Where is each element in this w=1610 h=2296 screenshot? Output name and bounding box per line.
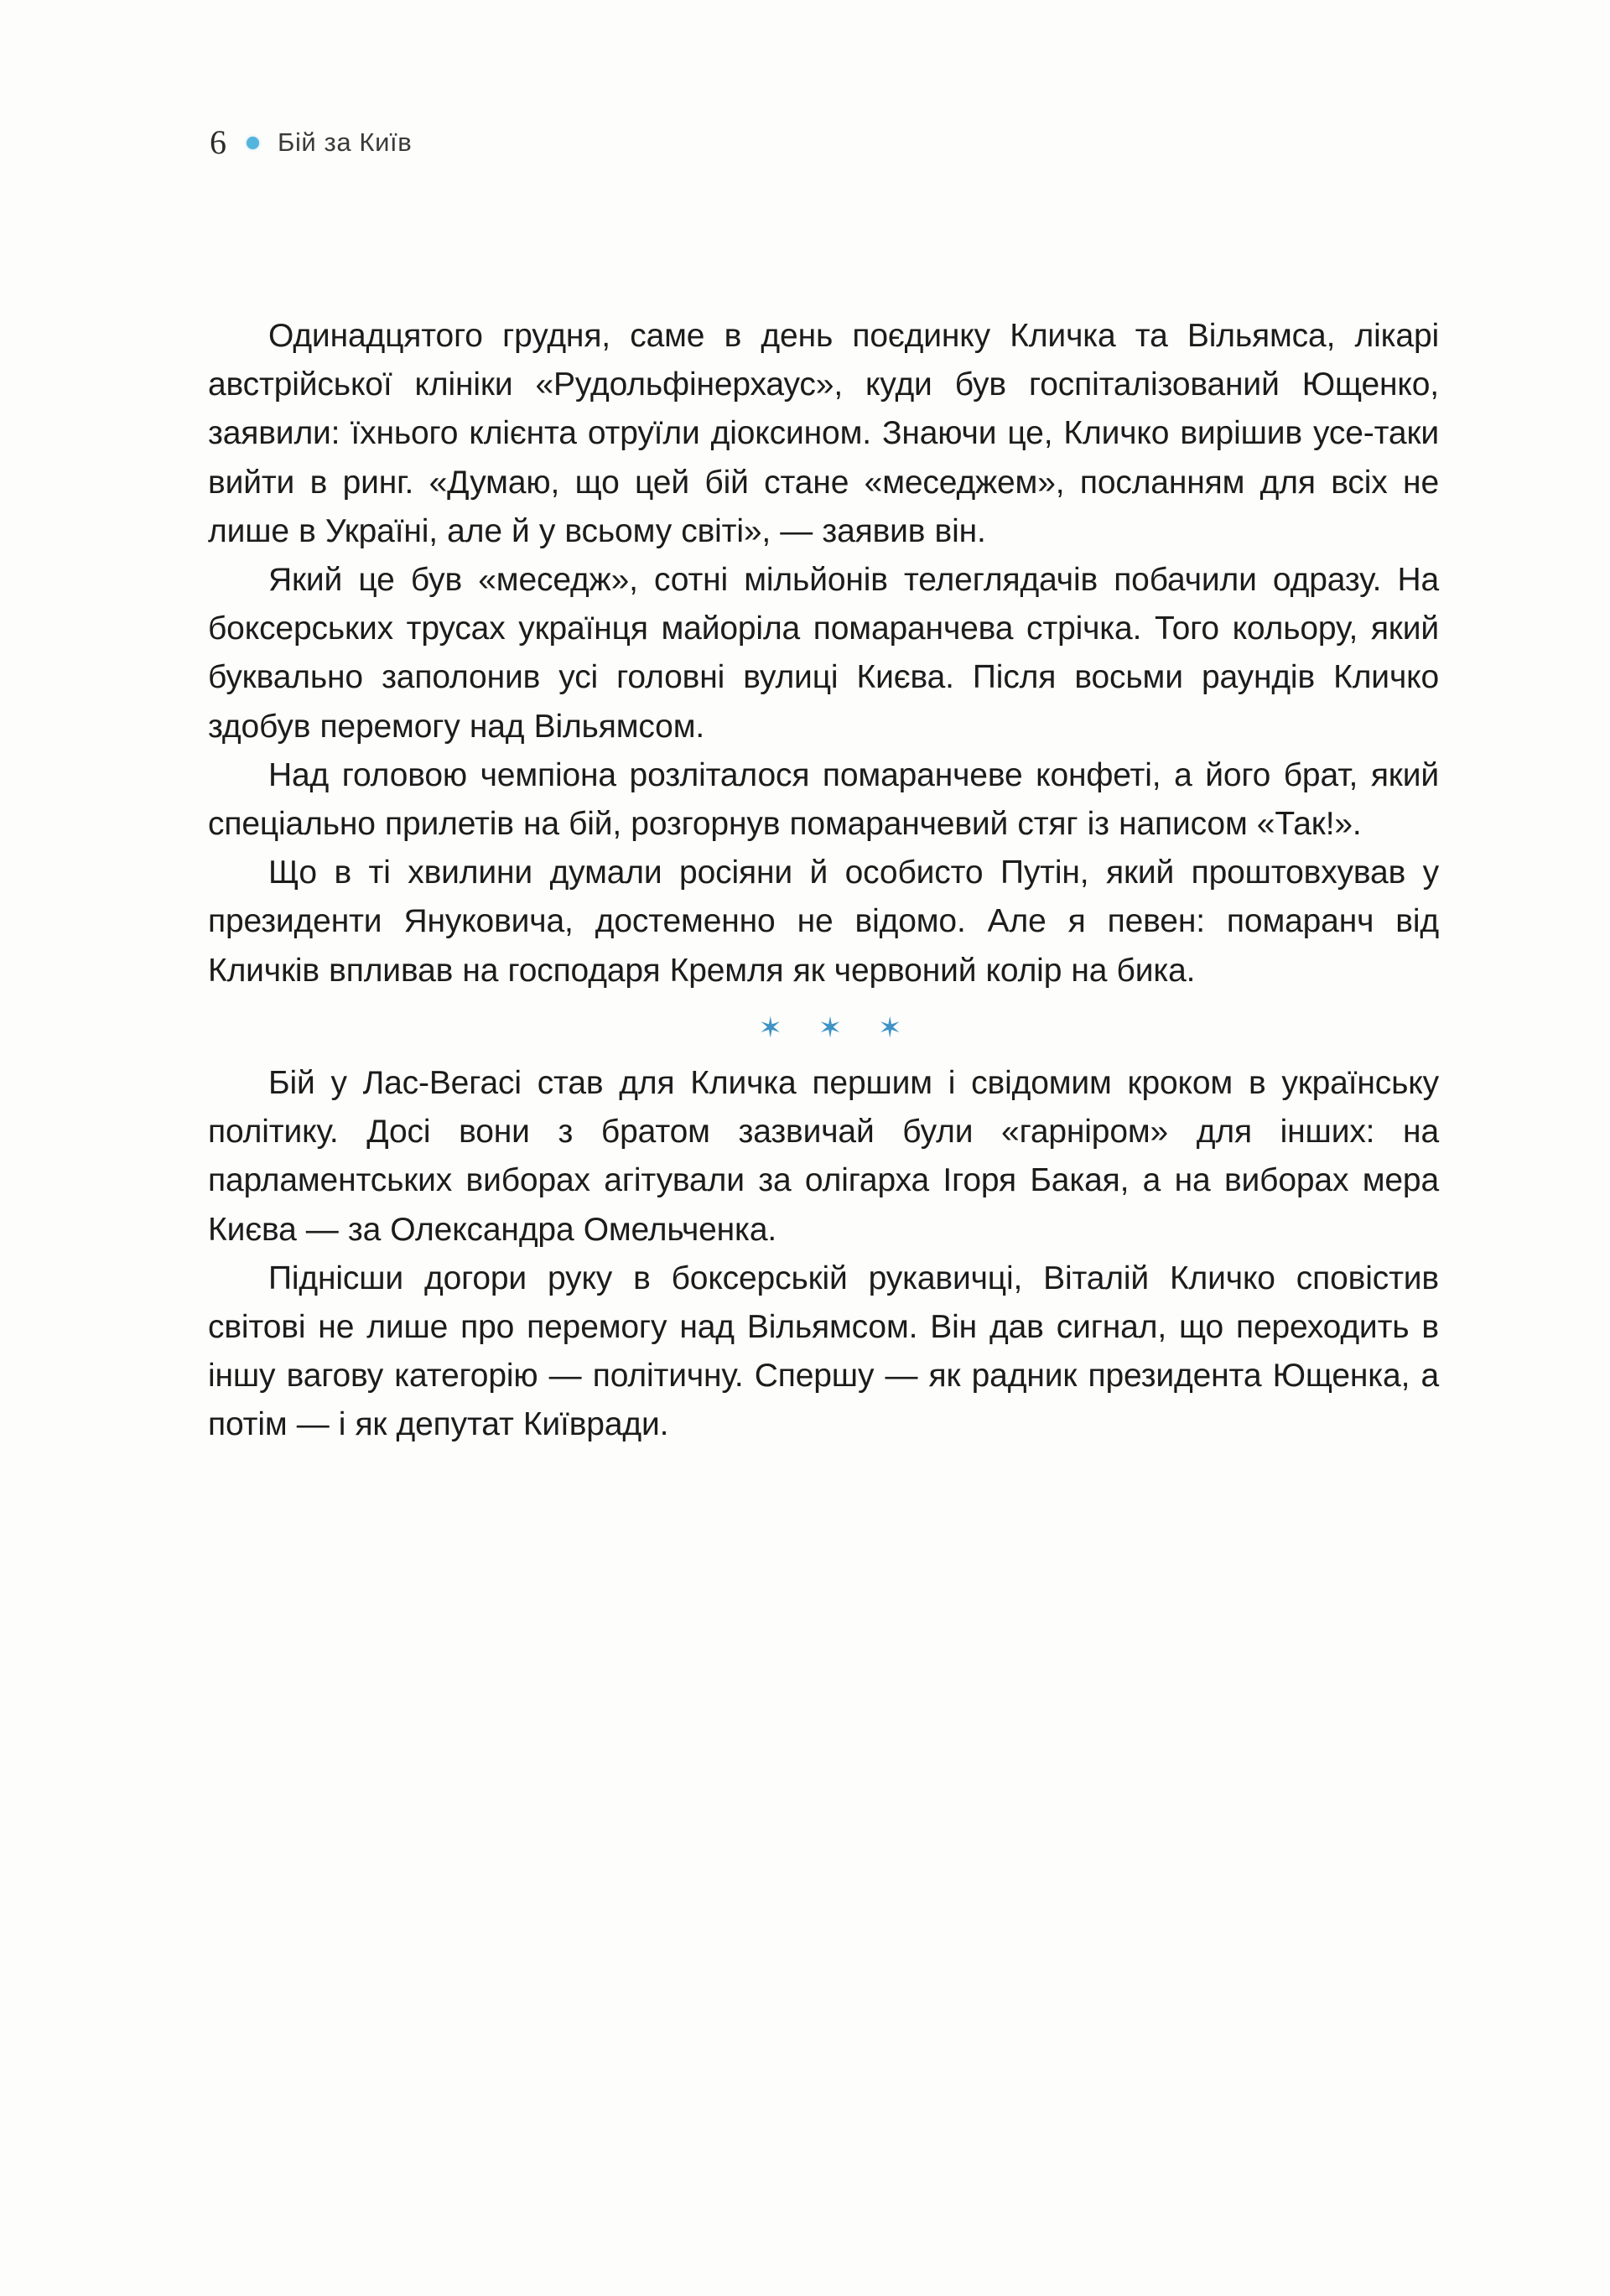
running-head-title: Бій за Київ xyxy=(278,127,413,157)
page-number: 6 xyxy=(210,123,226,161)
paragraph-3: Над головою чемпіона розліталося помаранчеве конфеті, а його брат, який спеціально прилетів на бій, розгорнув помаранчевий стяг із написом «Так!». xyxy=(208,756,1439,843)
paragraph-1: Одинадцятого грудня, саме в день поєдинку Кличка та Вільямса, лікарі австрійської клініки «Рудольфінерхаус», куди був госпіталізований Ющенко, заявили: їхнього клієнта отруїли діоксином. Знаючи це, Кличко вирішив усе-таки вийти в ринг. «Думаю, що цей бій стане «меседжем», посланням для всіх не лише в Україні, але й у всьому світі», — заявив він. xyxy=(208,318,1439,549)
body-text-column xyxy=(208,312,1439,1450)
paragraph-4: Що в ті хвилини думали росіяни й особисто Путін, який проштовхував у президенти Януковича, достеменно не відомо. Але я певен: помаранч від Кличків впливав на господаря Кремля як червоний колір на бика. xyxy=(208,855,1439,989)
section-divider xyxy=(208,1004,1439,1052)
paragraph-2: Який це був «меседж», сотні мільйонів телеглядачів побачили одразу. На боксерських трусах українця майоріла помаранчева стрічка. Того кольору, який буквально заполонив усі головні вулиці Києва. Після восьми раундів Кличко здобув перемогу над Вільямсом. xyxy=(208,562,1439,745)
divider-asterisks: ✶ ✶ ✶ xyxy=(758,1010,916,1045)
running-head xyxy=(210,124,412,161)
paragraph-5: Бій у Лас-Вегасі став для Кличка першим і свідомим кроком в українську політику. Досі вони з братом зазвичай були «гарніром» для інших: на парламентських виборах агітували за олігарха Ігоря Бакая, а на виборах мера Києва — за Олександра Омельченка. xyxy=(208,1065,1439,1248)
bullet-dot-icon xyxy=(247,137,259,149)
paragraph-6: Піднісши догори руку в боксерській рукавичці, Віталій Кличко сповістив світові не лише про перемогу над Вільямсом. Він дав сигнал, що переходить в іншу вагову категорію — політичну. Спершу — як радник президента Ющенка, а потім — і як депутат Київради. xyxy=(208,1260,1439,1443)
